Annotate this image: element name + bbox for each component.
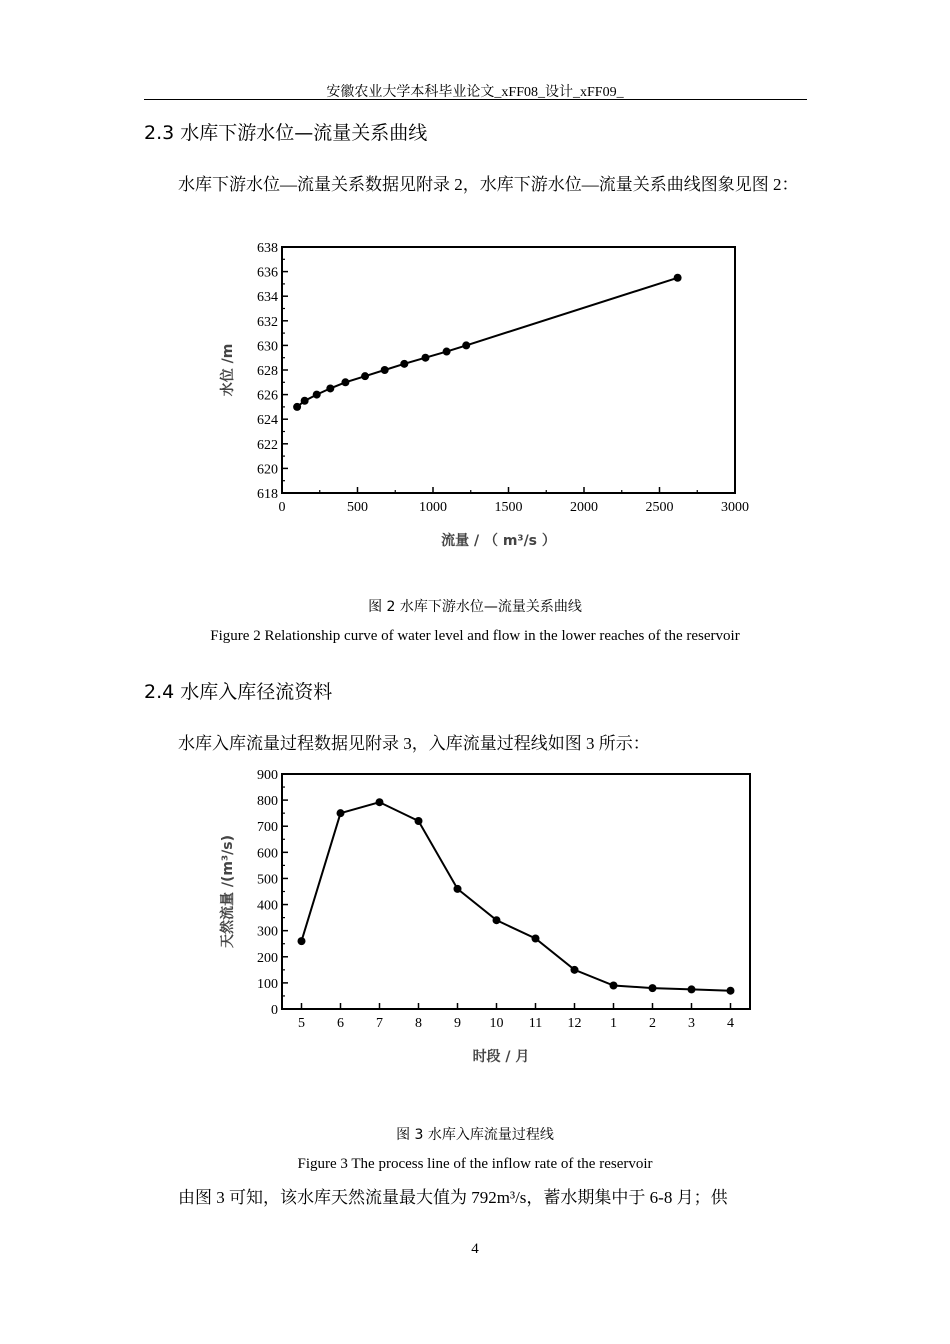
y-axis-label: 天然流量 /(m³/s): [220, 835, 236, 948]
data-point: [400, 360, 408, 368]
inflow-process-chart: [0, 760, 950, 1080]
x-tick-label: 1000: [419, 500, 447, 515]
data-point: [443, 348, 451, 356]
y-tick-label: 628: [257, 364, 278, 379]
x-tick-label: 12: [567, 1016, 582, 1031]
plot-frame: [282, 247, 735, 493]
y-tick-label: 200: [257, 950, 278, 966]
data-point: [301, 397, 309, 405]
figure-2-caption-en: Figure 2 Relationship curve of water level and flow in the lower reaches of the reservoir: [210, 628, 740, 644]
data-point: [293, 403, 301, 411]
stage-discharge-chart: [0, 230, 950, 560]
y-tick-label: 500: [257, 872, 278, 888]
y-axis-label: 水位 /m: [220, 343, 236, 397]
data-point: [421, 354, 429, 362]
page-header: 安徽农业大学本科毕业论文_xFF08_设计_xFF09_: [326, 85, 624, 100]
x-tick-label: 500: [347, 500, 368, 515]
y-tick-label: 632: [257, 314, 278, 330]
y-tick-label: 600: [257, 846, 278, 862]
figure-2-caption-zh: 图 2 水库下游水位—流量关系曲线: [368, 599, 582, 615]
data-point: [376, 798, 384, 806]
data-point: [337, 809, 345, 817]
x-tick-label: 5: [298, 1016, 305, 1031]
section-heading-2-3: 2.3 水库下游水位—流量关系曲线: [144, 122, 428, 144]
data-point: [361, 372, 369, 380]
x-tick-label: 7: [376, 1016, 383, 1031]
header-rule: [144, 99, 807, 100]
y-tick-label: 626: [257, 388, 278, 404]
figure-3-caption-en: Figure 3 The process line of the inflow rate of the reservoir: [297, 1156, 653, 1172]
x-tick-label: 0: [278, 500, 286, 515]
y-tick-label: 100: [257, 976, 278, 992]
series-line: [297, 278, 677, 407]
data-point: [462, 341, 470, 349]
x-tick-label: 3: [688, 1016, 695, 1031]
data-point: [326, 384, 334, 392]
data-point: [298, 937, 306, 945]
data-point: [493, 916, 501, 924]
y-tick-label: 400: [257, 898, 278, 914]
x-tick-label: 2: [649, 1016, 656, 1031]
data-point: [674, 274, 682, 282]
y-tick-label: 638: [257, 241, 278, 256]
y-tick-label: 634: [257, 290, 278, 306]
data-point: [415, 817, 423, 825]
y-tick-label: 624: [257, 413, 278, 429]
x-tick-label: 4: [727, 1016, 734, 1031]
x-tick-label: 9: [454, 1016, 461, 1031]
data-point: [571, 966, 579, 974]
section-2-3-paragraph: 水库下游水位—流量关系数据见附录 2，水库下游水位—流量关系曲线图象见图 2：: [178, 175, 799, 194]
x-tick-label: 11: [528, 1016, 543, 1031]
data-point: [341, 378, 349, 386]
y-tick-label: 900: [257, 768, 278, 783]
y-tick-label: 630: [257, 339, 278, 355]
y-tick-label: 636: [257, 265, 278, 281]
y-tick-label: 700: [257, 820, 278, 836]
x-axis-label: 时段 / 月: [472, 1049, 530, 1065]
x-tick-label: 1500: [494, 500, 523, 515]
y-tick-label: 618: [257, 487, 278, 502]
data-point: [610, 982, 618, 990]
y-tick-label: 0: [271, 1003, 278, 1018]
page-number: 4: [471, 1241, 479, 1257]
x-axis-label: 流量 / （ m³/s ）: [441, 533, 556, 549]
y-tick-label: 620: [257, 462, 278, 478]
series-line: [302, 802, 731, 991]
section-heading-2-4: 2.4 水库入库径流资料: [144, 681, 333, 703]
figure-3-caption-zh: 图 3 水库入库流量过程线: [396, 1127, 554, 1143]
data-point: [313, 391, 321, 399]
x-tick-label: 3000: [721, 500, 749, 515]
x-tick-label: 1: [610, 1016, 617, 1031]
data-point: [454, 885, 462, 893]
x-tick-label: 2000: [570, 500, 598, 515]
x-tick-label: 8: [415, 1016, 422, 1031]
data-point: [532, 935, 540, 943]
y-tick-label: 800: [257, 794, 278, 810]
x-tick-label: 2500: [645, 500, 674, 515]
y-tick-label: 300: [257, 924, 278, 940]
data-point: [381, 366, 389, 374]
data-point: [649, 984, 657, 992]
closing-paragraph: 由图 3 可知，该水库天然流量最大值为 792m³/s，蓄水期集中于 6-8 月；供: [178, 1188, 728, 1207]
section-2-4-paragraph: 水库入库流量过程数据见附录 3，入库流量过程线如图 3 所示：: [178, 734, 650, 753]
data-point: [727, 987, 735, 995]
x-tick-label: 10: [489, 1016, 504, 1031]
data-point: [688, 985, 696, 993]
x-tick-label: 6: [337, 1016, 344, 1031]
y-tick-label: 622: [257, 437, 278, 453]
